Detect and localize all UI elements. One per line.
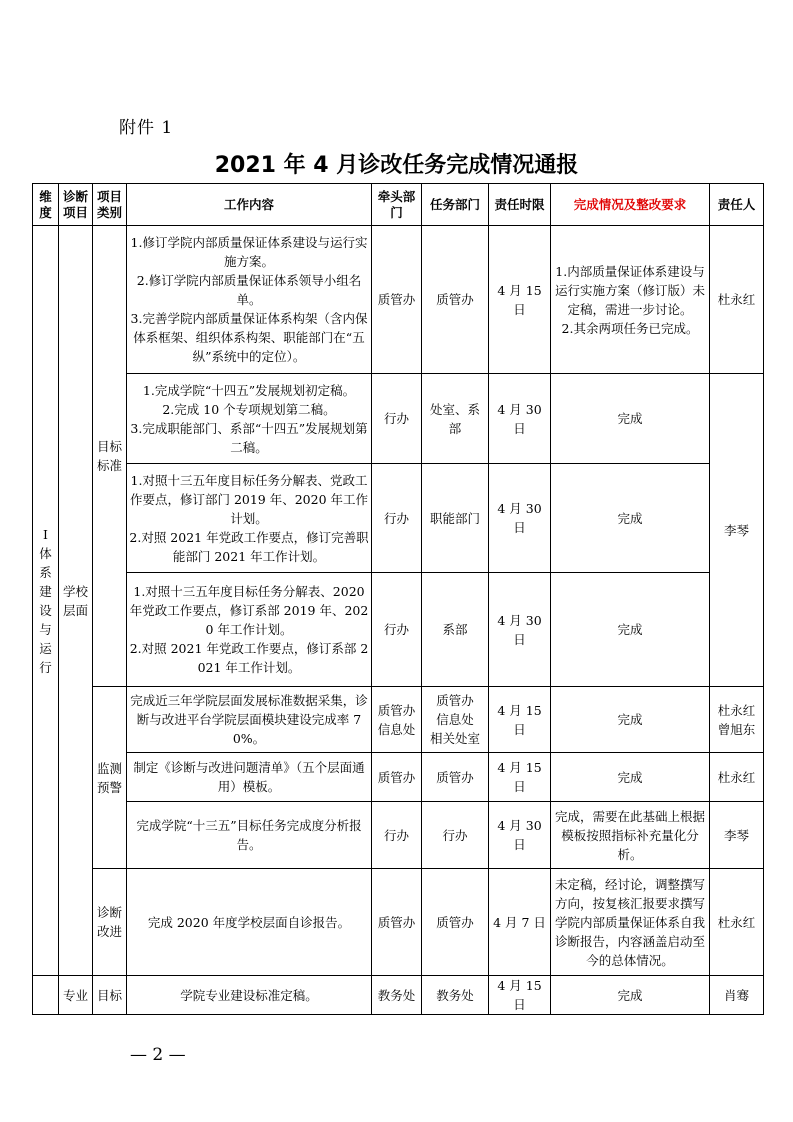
task-dept-cell: 质管办 <box>422 226 489 374</box>
task-dept-cell: 处室、系部 <box>422 374 489 464</box>
lead-dept-cell: 质管办 <box>372 226 422 374</box>
table-row <box>33 687 764 753</box>
monitor-warn-cell <box>93 687 127 869</box>
dimension-cell-blank <box>33 976 59 1015</box>
work-content-cell: 完成近三年学院层面发展标准数据采集，诊断与改进平台学院层面模块建设完成率 70%。 <box>127 687 372 753</box>
target-std-cell <box>93 226 127 687</box>
task-dept-cell: 质管办 <box>422 869 489 976</box>
header-item-category: 项目类别 <box>93 184 127 226</box>
completion-cell: 完成 <box>551 573 710 687</box>
completion-cell: 1.内部质量保证体系建设与运行实施方案（修订版）未定稿，需进一步讨论。 2.其余两项任务已完成。 <box>551 226 710 374</box>
header-task-dept: 任务部门 <box>422 184 489 226</box>
lead-dept-cell: 质管办 <box>372 753 422 802</box>
completion-cell: 完成 <box>551 374 710 464</box>
table-row <box>33 464 764 573</box>
lead-dept-cell: 教务处 <box>372 976 422 1015</box>
monitor-warn-text: 监测预警 <box>96 760 122 795</box>
deadline-cell: 4 月 30 日 <box>489 573 551 687</box>
table-row <box>33 976 764 1015</box>
responsible-cell: 杜永红 <box>710 753 764 802</box>
page-number: — 2 — <box>130 1045 186 1065</box>
lead-dept-cell: 行办 <box>372 802 422 869</box>
completion-cell: 完成 <box>551 687 710 753</box>
table-row <box>33 869 764 976</box>
table-row <box>33 226 764 374</box>
deadline-cell: 4 月 15 日 <box>489 226 551 374</box>
work-content-cell: 1.完成学院“十四五”发展规划初定稿。 2.完成 10 个专项规划第二稿。 3.完成职能部门、系部“十四五”发展规划第二稿。 <box>127 374 372 464</box>
diag-improve-text: 诊断改进 <box>96 905 122 939</box>
work-content-cell: 1.修订学院内部质量保证体系建设与运行实施方案。 2.修订学院内部质量保证体系领导小组名单。 3.完善学院内部质量保证体系构架（含内保体系框架、组织体系构架、职能部门在“五纵”系统中的定位）。 <box>127 226 372 374</box>
completion-cell: 未定稿，经讨论，调整撰写方向，按复核汇报要求撰写学院内部质量保证体系自我诊断报告，内容涵盖启动至今的总体情况。 <box>551 869 710 976</box>
task-dept-cell: 教务处 <box>422 976 489 1015</box>
responsible-cell: 杜永红 曾旭东 <box>710 687 764 753</box>
table-row <box>33 802 764 869</box>
table-row <box>33 374 764 464</box>
deadline-cell: 4 月 7 日 <box>489 869 551 976</box>
deadline-cell: 4 月 15 日 <box>489 976 551 1015</box>
task-dept-cell: 质管办 信息处 相关处室 <box>422 687 489 753</box>
task-dept-cell: 职能部门 <box>422 464 489 573</box>
header-work-content: 工作内容 <box>127 184 372 226</box>
table-row <box>33 753 764 802</box>
dimension-text: Ⅰ体系建设与运行 <box>39 526 52 675</box>
header-completion: 完成情况及整改要求 <box>551 184 710 226</box>
responsible-cell: 杜永红 <box>710 226 764 374</box>
deadline-cell: 4 月 30 日 <box>489 464 551 573</box>
responsible-cell: 李琴 <box>710 802 764 869</box>
responsible-cell-merged: 李琴 <box>710 374 764 687</box>
responsible-cell: 杜永红 <box>710 869 764 976</box>
task-dept-cell: 行办 <box>422 802 489 869</box>
header-lead-dept: 牵头部门 <box>372 184 422 226</box>
deadline-cell: 4 月 30 日 <box>489 374 551 464</box>
header-row <box>33 184 764 226</box>
school-level-cell <box>59 226 93 976</box>
target-cell: 目标 <box>93 976 127 1015</box>
header-deadline: 责任时限 <box>489 184 551 226</box>
work-content-cell: 1.对照十三五年度目标任务分解表、党政工作要点，修订部门 2019 年、2020 年工作计划。 2.对照 2021 年党政工作要点，修订完善职能部门 2021 年工作计划。 <box>127 464 372 573</box>
work-content-cell: 完成 2020 年度学校层面自诊报告。 <box>127 869 372 976</box>
work-content-cell: 1.对照十三五年度目标任务分解表、2020 年党政工作要点，修订系部 2019 年、2020 年工作计划。 2.对照 2021 年党政工作要点，修订系部 2021 年工作计划。 <box>127 573 372 687</box>
header-diag-item: 诊断项目 <box>59 184 93 226</box>
completion-cell: 完成，需要在此基础上根据模板按照指标补充量化分析。 <box>551 802 710 869</box>
work-content-cell: 学院专业建设标准定稿。 <box>127 976 372 1015</box>
header-responsible: 责任人 <box>710 184 764 226</box>
major-cell: 专业 <box>59 976 93 1015</box>
diag-improve-cell <box>93 869 127 976</box>
deadline-cell: 4 月 15 日 <box>489 687 551 753</box>
lead-dept-cell: 质管办 <box>372 869 422 976</box>
lead-dept-cell: 行办 <box>372 464 422 573</box>
deadline-cell: 4 月 30 日 <box>489 802 551 869</box>
completion-cell: 完成 <box>551 753 710 802</box>
lead-dept-cell: 质管办 信息处 <box>372 687 422 753</box>
dimension-cell <box>33 226 59 976</box>
responsible-cell: 肖骞 <box>710 976 764 1015</box>
completion-cell: 完成 <box>551 976 710 1015</box>
task-dept-cell: 系部 <box>422 573 489 687</box>
work-content-cell: 制定《诊断与改进问题清单》（五个层面通用）模板。 <box>127 753 372 802</box>
attachment-label: 附件 1 <box>119 118 174 138</box>
lead-dept-cell: 行办 <box>372 573 422 687</box>
target-std-text: 目标标准 <box>96 439 122 473</box>
school-level-text: 学校层面 <box>62 583 88 618</box>
task-table <box>32 183 764 1015</box>
task-dept-cell: 质管办 <box>422 753 489 802</box>
header-dimension: 维度 <box>33 184 59 226</box>
table-row <box>33 573 764 687</box>
work-content-cell: 完成学院“十三五”目标任务完成度分析报告。 <box>127 802 372 869</box>
lead-dept-cell: 行办 <box>372 374 422 464</box>
deadline-cell: 4 月 15 日 <box>489 753 551 802</box>
page-title: 2021 年 4 月诊改任务完成情况通报 <box>214 153 579 178</box>
completion-cell: 完成 <box>551 464 710 573</box>
